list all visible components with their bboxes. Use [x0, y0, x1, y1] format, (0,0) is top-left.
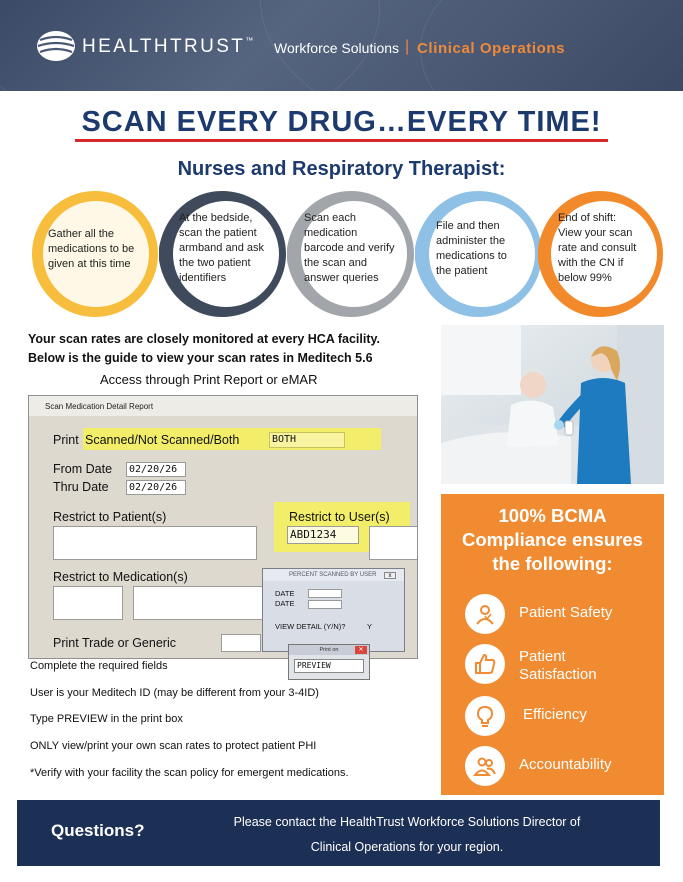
division-name: Clinical Operations	[417, 40, 566, 57]
thumbs-up-icon	[465, 644, 505, 684]
people-icon	[465, 746, 505, 786]
step-3-text: Scan each medication barcode and verify the scan and answer queries	[304, 212, 395, 284]
print-type-field[interactable]: BOTH	[269, 432, 345, 448]
date-label-1: DATE	[275, 589, 295, 598]
benefit-patient-safety: Patient Safety	[519, 604, 613, 621]
nurse-patient-photo	[441, 325, 664, 484]
restrict-patient-field[interactable]	[53, 526, 257, 560]
thru-date-label: Thru Date	[53, 480, 109, 494]
step-2-text: At the bedside, scan the patient armband and ask the two patient identifiers	[179, 212, 264, 284]
popup-date-field-2[interactable]	[308, 600, 342, 609]
lightbulb-icon	[465, 696, 505, 736]
note-meditech-id: User is your Meditech ID (may be different from your 3-4ID)	[30, 687, 319, 699]
window-title: Scan Medication Detail Report	[29, 396, 417, 416]
access-instruction: Access through Print Report or eMAR	[100, 372, 318, 387]
bcma-heading: 100% BCMA Compliance ensures the following:	[462, 505, 643, 574]
page-title: SCAN EVERY DRUG…EVERY TIME!	[0, 106, 683, 139]
questions-footer	[17, 800, 660, 866]
view-detail-label: VIEW DETAIL (Y/N)?	[275, 622, 346, 631]
trade-generic-label: Print Trade or Generic	[53, 636, 176, 650]
popup-date-field-1[interactable]	[308, 589, 342, 598]
note-type-preview: Type PREVIEW in the print box	[30, 713, 183, 725]
from-date-label: From Date	[53, 462, 113, 476]
close-icon[interactable]: x	[384, 572, 396, 579]
restrict-medication-label: Restrict to Medication(s)	[53, 570, 188, 584]
benefit-patient-satisfaction: Patient Satisfaction	[519, 648, 597, 683]
benefit-efficiency: Efficiency	[523, 706, 587, 723]
restrict-medication-field-2[interactable]	[133, 586, 263, 620]
brand-name: HEALTHTRUST™	[82, 36, 254, 57]
step-4-text: File and then administer the medications to the patient	[436, 220, 507, 277]
benefit-accountability: Accountability	[519, 756, 612, 773]
patient-safety-icon	[465, 594, 505, 634]
view-detail-value[interactable]: Y	[367, 622, 373, 631]
header-banner	[0, 0, 683, 91]
bcma-panel	[441, 494, 664, 795]
percent-scanned-popup	[262, 568, 405, 652]
scan-rate-intro: Your scan rates are closely monitored at every HCA facility. Below is the guide to view your scan rates in Meditech 5.6	[28, 332, 380, 365]
print-options-label: Scanned/Not Scanned/Both	[85, 433, 240, 447]
restrict-medication-field-1[interactable]	[53, 586, 123, 620]
step-1-text: Gather all the medications to be given at this time	[48, 228, 135, 270]
date-label-2: DATE	[275, 599, 295, 608]
restrict-patient-label: Restrict to Patient(s)	[53, 510, 167, 524]
healthtrust-logo-icon	[36, 29, 76, 63]
restrict-user-field[interactable]: ABD1234	[287, 526, 359, 544]
page-subtitle: Nurses and Respiratory Therapist:	[177, 158, 506, 180]
print-label: Print	[53, 433, 79, 447]
header-separator: |	[405, 38, 410, 55]
print-popup-title: Print on	[289, 645, 369, 655]
questions-heading: Questions?	[51, 821, 145, 840]
print-destination-field[interactable]: PREVIEW	[294, 659, 364, 673]
brand-subtitle: Workforce Solutions	[274, 40, 400, 56]
note-required-fields: Complete the required fields	[30, 660, 168, 672]
note-protect-phi: ONLY view/print your own scan rates to protect patient PHI	[30, 740, 317, 752]
popup-title: PERCENT SCANNED BY USER	[263, 569, 404, 581]
restrict-user-field-2[interactable]	[369, 526, 418, 560]
trade-generic-field[interactable]	[221, 634, 261, 652]
step-5-text: End of shift: View your scan rate and consult with the CN if below 99%	[558, 212, 637, 284]
note-emergent-policy: *Verify with your facility the scan policy for emergent medications.	[30, 767, 349, 779]
thru-date-field[interactable]: 02/20/26	[126, 480, 186, 495]
contact-info: Please contact the HealthTrust Workforce Solutions Director of Clinical Operations for your region.	[233, 815, 581, 854]
print-on-popup	[288, 644, 370, 680]
restrict-user-label: Restrict to User(s)	[289, 510, 390, 524]
from-date-field[interactable]: 02/20/26	[126, 462, 186, 477]
close-icon[interactable]: ✕	[355, 646, 367, 654]
